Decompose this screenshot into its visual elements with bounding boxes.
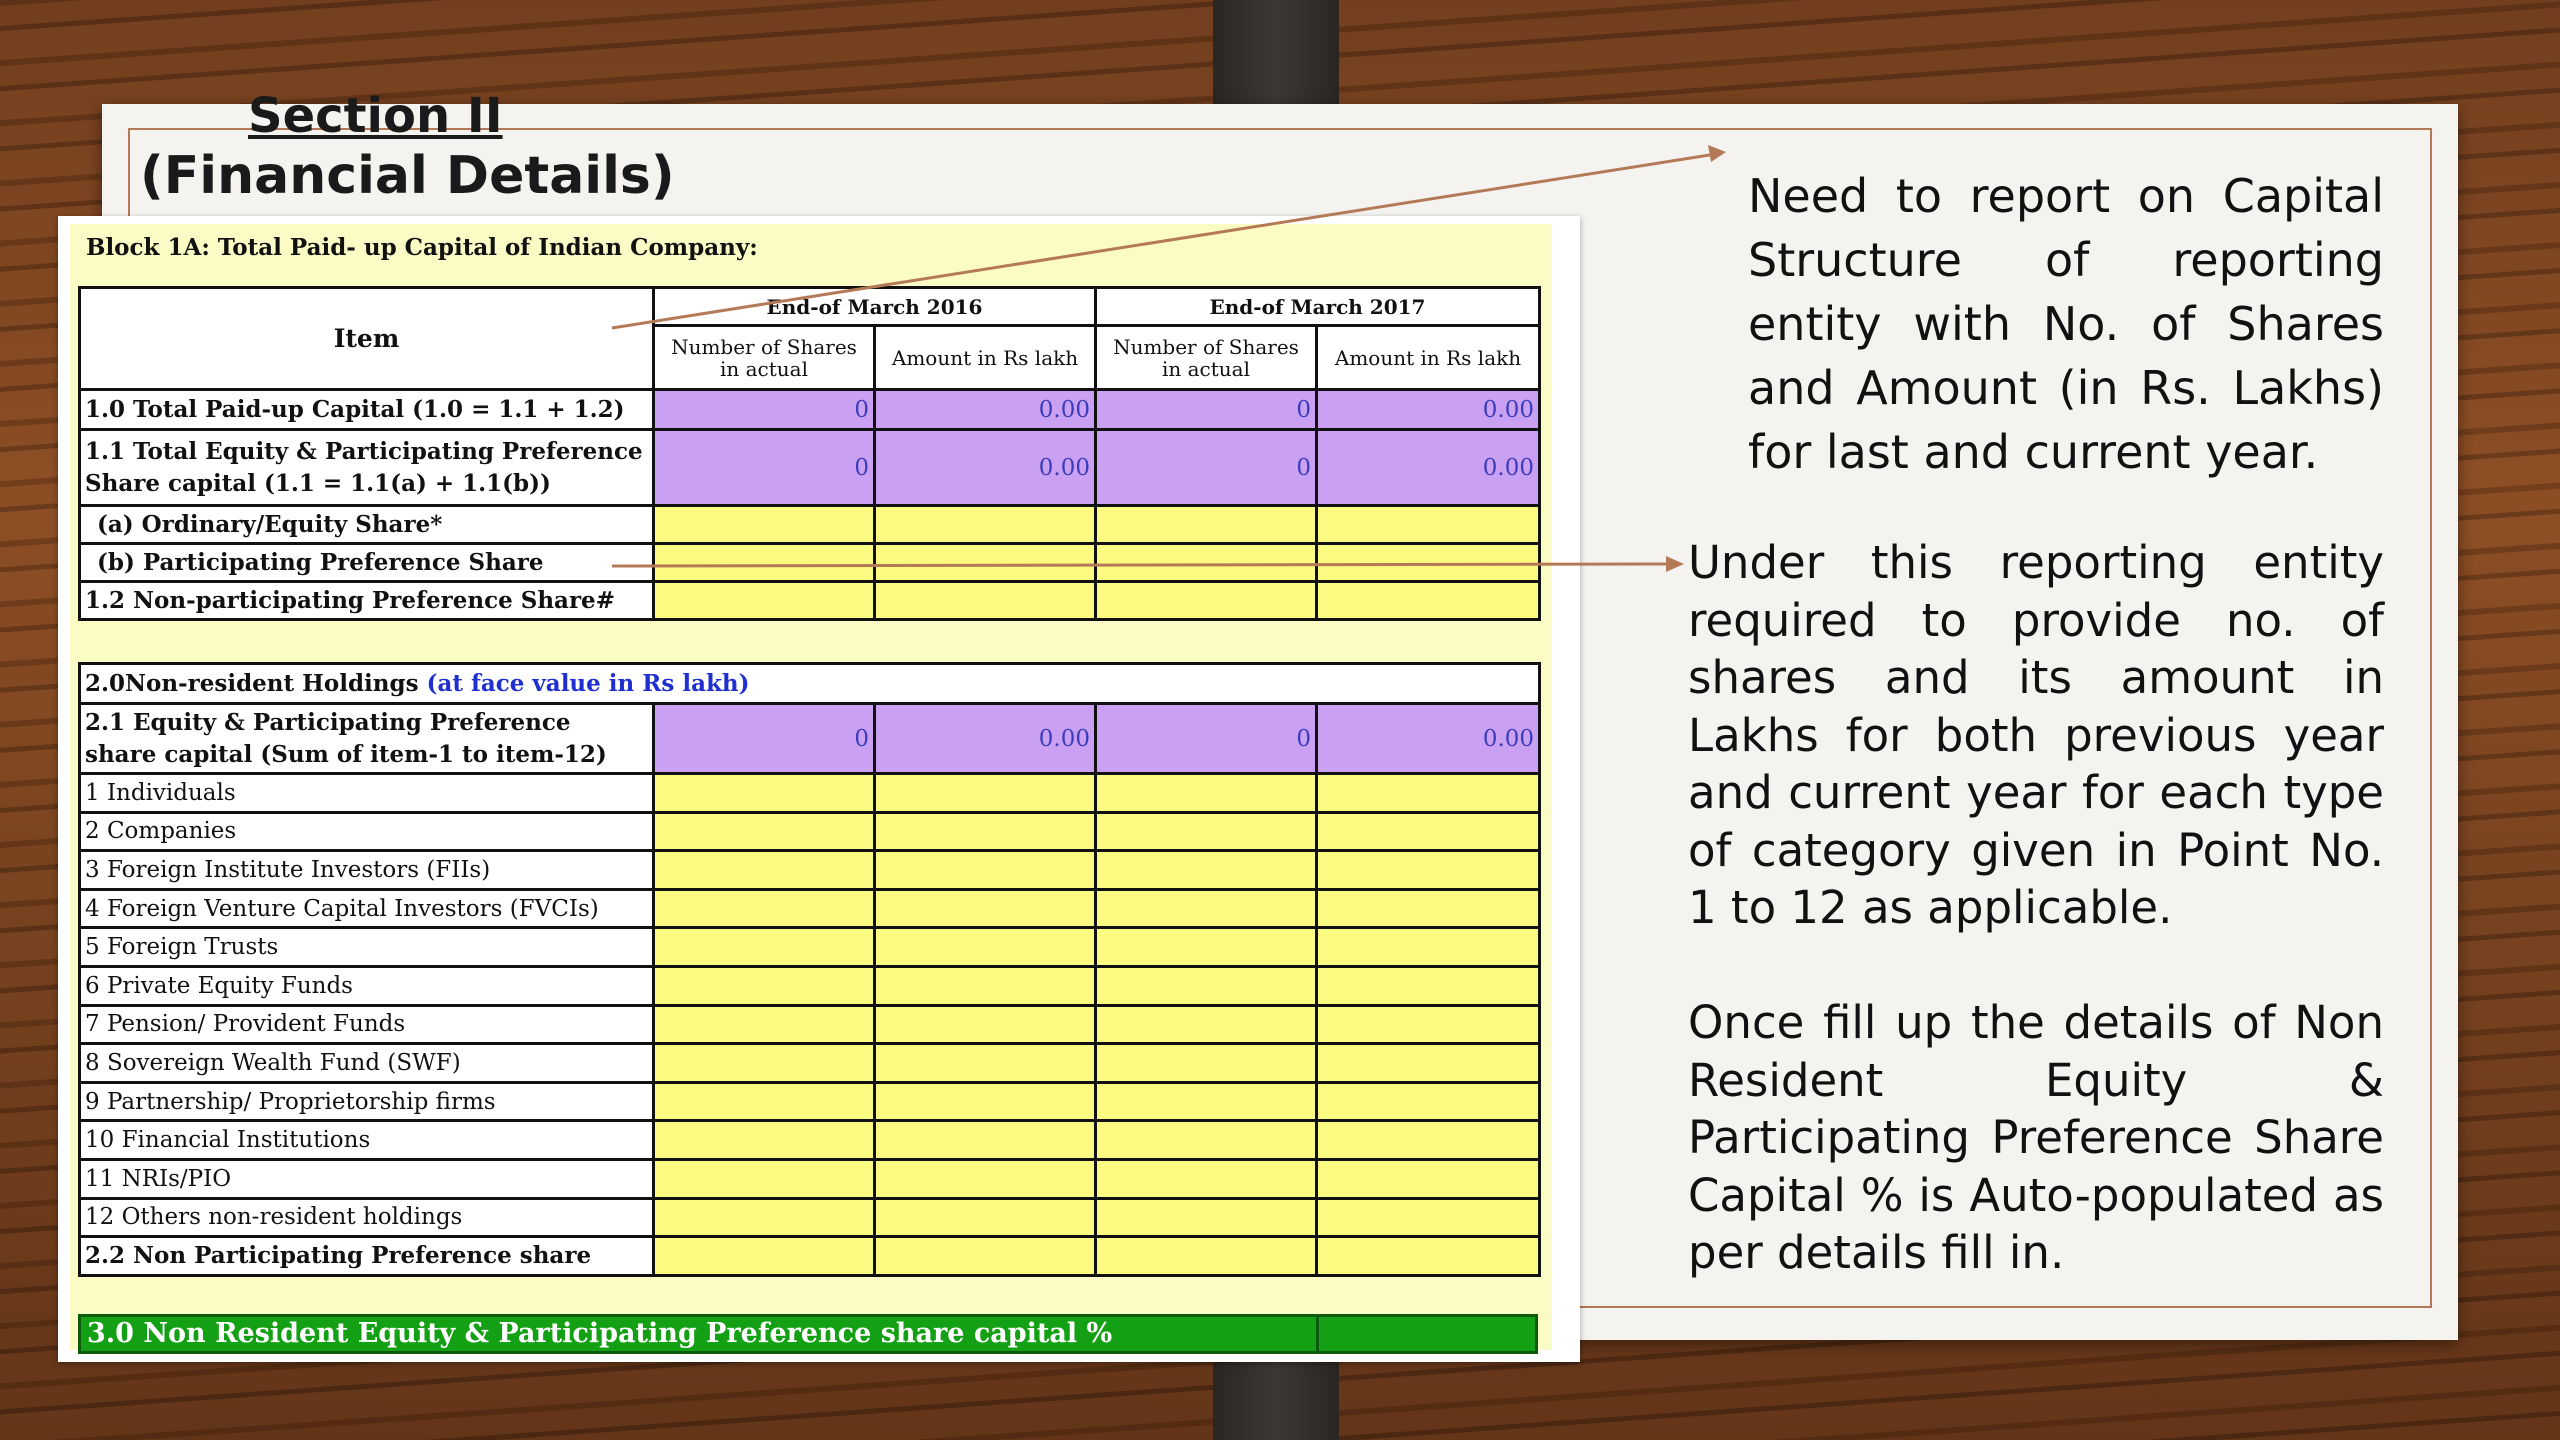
row-label: 6 Private Equity Funds bbox=[80, 966, 654, 1005]
value-cell[interactable]: 0 bbox=[654, 430, 875, 506]
non-resident-heading-text: 2.0Non-resident Holdings bbox=[85, 670, 419, 697]
block-title: Block 1A: Total Paid- up Capital of Indian Company: bbox=[86, 234, 758, 261]
row-label: 1.1 Total Equity & Participating Preference Share capital (1.1 = 1.1(a) + 1.1(b)) bbox=[80, 430, 654, 506]
row-label: 10 Financial Institutions bbox=[80, 1121, 654, 1160]
row-label: 11 NRIs/PIO bbox=[80, 1159, 654, 1198]
row-label: 9 Partnership/ Proprietorship firms bbox=[80, 1082, 654, 1121]
row-label: 8 Sovereign Wealth Fund (SWF) bbox=[80, 1044, 654, 1083]
amount-header-2017: Amount in Rs lakh bbox=[1317, 326, 1540, 390]
value-cell[interactable]: 0.00 bbox=[875, 430, 1096, 506]
nr-percentage-label: 3.0 Non Resident Equity & Participating Preference share capital % bbox=[87, 1318, 1113, 1349]
item-column-header: Item bbox=[80, 288, 654, 390]
note-autopopulate: Once fill up the details of Non Resident Equity & Participating Preference Share Capital % is Auto-populated as per details fill in. bbox=[1688, 996, 2384, 1279]
value-cell[interactable]: 0.00 bbox=[875, 390, 1096, 430]
row-label: 4 Foreign Venture Capital Investors (FVCIs) bbox=[80, 889, 654, 928]
amount-header-2016: Amount in Rs lakh bbox=[875, 326, 1096, 390]
arrow-line-capital bbox=[612, 154, 1716, 328]
row-label: (a) Ordinary/Equity Share* bbox=[80, 506, 654, 544]
section-title: Section II bbox=[248, 88, 503, 144]
value-cell[interactable]: 0.00 bbox=[1317, 390, 1540, 430]
row-label: 2 Companies bbox=[80, 812, 654, 851]
non-resident-heading-note: (at face value in Rs lakh) bbox=[426, 670, 750, 697]
section-subtitle: (Financial Details) bbox=[140, 146, 675, 206]
row-label: 1.0 Total Paid-up Capital (1.0 = 1.1 + 1.2) bbox=[80, 390, 654, 430]
value-cell[interactable]: 0 bbox=[654, 704, 875, 774]
value-cell[interactable]: 0 bbox=[1096, 430, 1317, 506]
value-cell[interactable]: 0 bbox=[1096, 704, 1317, 774]
value-cell[interactable]: 0 bbox=[654, 390, 875, 430]
note-capital-structure: Need to report on Capital Structure of reporting entity with No. of Shares and Amount (in Rs. Lakhs) for last and current year. bbox=[1748, 169, 2384, 479]
row-label: (b) Participating Preference Share bbox=[80, 544, 654, 582]
row-label: 7 Pension/ Provident Funds bbox=[80, 1005, 654, 1044]
shares-header-2017: Number of Shares in actual bbox=[1096, 326, 1317, 390]
period-header-2017: End-of March 2017 bbox=[1096, 288, 1540, 326]
shares-header-2016: Number of Shares in actual bbox=[654, 326, 875, 390]
note-categories: Under this reporting entity required to provide no. of shares and its amount in Lakhs for both previous year and current year for each type of category given in Point No. 1 to 12 as applicable. bbox=[1688, 536, 2384, 934]
row-label: 5 Foreign Trusts bbox=[80, 928, 654, 967]
value-cell[interactable]: 0.00 bbox=[1317, 704, 1540, 774]
row-label: 2.2 Non Participating Preference share bbox=[80, 1237, 654, 1276]
row-label: 2.1 Equity & Participating Preference share capital (Sum of item-1 to item-12) bbox=[80, 704, 654, 774]
period-header-2016: End-of March 2016 bbox=[654, 288, 1096, 326]
value-cell[interactable]: 0.00 bbox=[875, 704, 1096, 774]
row-label: 3 Foreign Institute Investors (FIIs) bbox=[80, 851, 654, 890]
value-cell[interactable]: 0.00 bbox=[1317, 430, 1540, 506]
arrow-head-categories bbox=[1666, 556, 1684, 572]
value-cell[interactable]: 0 bbox=[1096, 390, 1317, 430]
row-label: 1 Individuals bbox=[80, 774, 654, 813]
row-label: 12 Others non-resident holdings bbox=[80, 1198, 654, 1237]
arrow-head-capital bbox=[1708, 145, 1726, 162]
arrow-line-categories bbox=[612, 564, 1668, 566]
row-label: 1.2 Non-participating Preference Share# bbox=[80, 582, 654, 620]
